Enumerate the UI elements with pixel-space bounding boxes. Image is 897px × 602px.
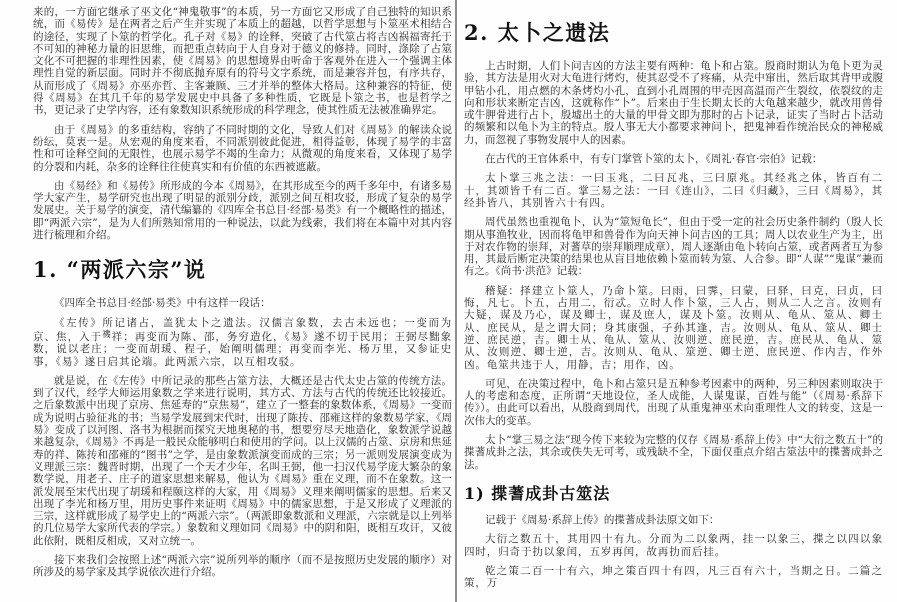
siku-quote-after: 祥；再变而为陈、邵，务穷造化，《易》遂不切于民用；王弼尽黜象数，说以老庄；一变而胡瑗、程子，始阐明儒理；再变而李光、杨万里，又参证史事，《易》遂日启其论端。此两派六宗，以互相攻驳。 [33,330,452,368]
paragraph-explanation: 就是说，在《左传》中所记录的那些占筮方法，大概还是古代太史占筮的传统方法。到了汉代，经学大师运用象数之学来进行说明，其方式、方法与古代的传统还比较接近。之后象数派中出现了京房、焦延寿的“京焦易”，建立了一整套的象数体系，《周易》一变而成为说明占验征兆的书；当易学发展到宋代时，出现了陈抟、邵雍这样的象数易学家，《周易》变成了以河图、洛书为根据而探究天地奥秘的书，想要穷尽天地造化，象数派学说越来越复杂，《周易》不再是一般民众能够明白和使用的学问。以上汉儒的占筮、京房和焦延寿的祥、陈抟和邵雍的“图书”之学，是由象数派演变而成的三宗；另一派则发展演变成为义理派三宗：魏晋时期，出现了一个天才少年，名叫王弼，他一扫汉代易学庞大繁杂的象数学说，用老子、庄子的道家思想来解易，他认为《周易》重在义理，而不在象数。这一派发展至宋代出现了胡瑗和程颐这样的大家，用《周易》义理来阐明儒家的思想。后来又出现了李光和杨万里，用历史事件来证明《周易》中的儒家思想，于是又形成了义理派的三宗，这样就形成了易学史上的“两派六宗”。（两派即象数派和义理派，六宗就是以上列举的几位易学大家所代表的学宗。）象数和义理如同《周易》中的阴和阳，既相互攻讦，又彼此依附，既相反相成，又对立统一。 [33,374,452,547]
siku-quote-before: 《左传》所记诸占，盖犹太卜之遗法。汉儒言象数，去古未远也；一变而为京、焦，入于 [33,316,452,343]
zhouli-quote-block: 太卜掌三兆之法：一曰玉兆，二曰瓦兆，三曰原兆。其经兆之体，皆百有二十，其颂皆千有二百。掌三易之法：一曰《连山》，二曰《归藏》，三曰《周易》，其经卦皆八，其别皆六十有四。 [464,172,883,209]
hongfan-quote-block: 稽疑：择建立卜筮人，乃命卜筮。曰雨，曰霁，曰蒙，曰驿，曰克，曰贞，曰悔，凡七。卜五，占用二，衍忒。立时人作卜筮，三人占，则从二人之言。汝则有大疑，谋及乃心，谋及卿士，谋及庶人，谋及卜筮。汝则从、龟从、筮从、卿士从、庶民从，是之谓大同；身其康强，子孙其逢，吉。汝则从、龟从、筮从、卿士逆、庶民逆，吉。卿士从、龟从、筮从、汝则逆、庶民逆，吉。庶民从、龟从、筮从、汝则逆、卿士逆，吉。汝则从、龟从、筮逆、卿士逆、庶民逆、作内吉，作外凶。龟筮共违于人，用静，吉；用作，凶。 [464,284,883,371]
siku-quote-block [33,317,452,368]
section-1-heading: 1. “两派六宗”说 [33,257,207,283]
page-gutter-divider [455,0,457,602]
paragraph-multiplicity: 由于《周易》的多重结构，容纳了不同时期的文化，导致人们对《周易》的解读众说纷纭，莫衷一是。从宏观的角度来看，不同派别彼此促进，相得益彰，体现了易学的丰富性和可诠释空间的无限性，也展示易学不竭的生命力；从微观的角度来看，又体现了易学的分裂和内耗，杂多的诠释往往使真实和有价值的东西被遮蔽。 [33,123,452,173]
paragraph-zhoudai: 周代虽然也重视龟卜，认为“筮短龟长”，但由于受一定的社会历史条件制约（殷人长期从事渔牧业，因而将龟甲和兽骨作为向天神卜问吉凶的工具；周人以农业生产为主，出于对农作物的崇拜，对蓍草的崇拜顺理成章），周人逐渐由龟卜转向占筮，或者两者互为参用，其最后断定决策的结果也从盲目地依赖卜筮而转为筮、人合参。即“人谋”“鬼谋”兼而有之。《尚书·洪范》记载： [464,216,883,278]
paragraph-shanggu: 上古时期，人们卜问吉凶的方法主要有两种：龟卜和占筮。殷商时期认为龟卜更为灵验，其方法是用火对大龟进行烤灼，使其忍受不了疼痛，从壳中窜出，然后取其背甲或腹甲钻小孔，用点燃的木条烤灼小孔，直到小孔周围的甲壳因高温而产生裂纹，依裂纹的走向和形状来断定吉凶，这就称作“卜”。后来由于生长期太长的大龟越来越少，就改用兽骨或牛胛骨进行占卜，殷墟出土的大量的甲骨文即为那时的占卜记录，证实了当时占卜活动的频繁和以龟卜为主的特点。殷人事无大小都要求神问卜，把鬼神看作统治民众的神秘威力，而忽视了事物发展中人的因素。 [464,60,883,146]
paragraph-wangguan: 在古代的王官体系中，有专门掌管卜筮的太卜，《周礼·春官·宗伯》记载： [485,153,823,166]
paragraph-kejian: 可见，在决策过程中，龟卜和占筮只是五种参考因素中的两种，另三种因素则取决于人的考虑和态度，正所谓“天地设位，圣人成能，人谋鬼谋，百姓与能”（《周易·系辞下传》）。由此可以看出，从殷商到周代，出现了从重鬼神巫术向重理性人文的转变，这是一次伟大的变革。 [464,377,883,427]
siku-quote-raised-char: 禨 [102,329,112,340]
qiance-quote-line: 乾之策二百一十有六，坤之策百四十有四，凡三百有六十，当期之日。二篇之策，万 [464,564,883,590]
paragraph-history: 由《易经》和《易传》所形成的今本《周易》，在其形成至今的两千多年中，有诸多易学大家产生，易学研究也出现了明显的派别分歧，派别之间互相攻驳，形成了复杂的易学发展史。关于易学的演变，清代编纂的《四库全书总目·经部·易类》有一个概略性的描述，即“两派六宗”，是为人们所熟知常用的一种说法，以此为线索，我们将在本篇中对其内容进行梳理和介绍。 [33,179,452,242]
right-page-column [464,0,883,596]
paragraph-taibu: 太卜“掌三易之法”现今传下来较为完整的仅存《周易·系辞上传》中“大衍之数五十”的揲蓍成卦之法，其余或佚失无可考，或残缺不全，下面仅重点介绍古筮法中的揲蓍成卦之法。 [464,434,883,471]
left-page-column [33,6,452,586]
dayan-quote-block: 大衍之数五十，其用四十有九。分而为二以象两，挂一以象三，揲之以四以象四时，归奇于扐以象闰，五岁再闰，故再扐而后挂。 [464,533,883,558]
paragraph-siku-intro: 《四库全书总目·经部·易类》中有这样一段话： [54,297,271,310]
paragraph-order: 接下来我们会按照上述“两派六宗”说所列举的顺序（而不是按照历史发展的顺序）对所涉及的易学家及其学说依次进行介绍。 [33,553,452,579]
section-2-heading: 2. 太卜之遗法 [464,20,611,45]
subsection-1-heading: 1) 揲蓍成卦古筮法 [464,483,611,503]
paragraph-continuation: 来的，一方面它继承了巫文化“神鬼敬事”的本质，另一方面它又形成了自己独特的知识系统，而《易传》是在两者之后产生并实现了本质上的超越，以哲学思想与卜筮巫术相结合的途径，实现了卜筮的哲学化。孔子对《易》的诠释，突破了古代筮占将吉凶祸福寄托于不可知的神秘力量的旧思维，而把重点转向于人自身对于德义的修持。同时，涤除了占筮文化不可把握的非理性因素，使《周易》的思想境界由听命于客观外在进入一个强调主体理性自觉的新层面。同时并不彻底抛弃原有的符号文字系统，而是兼容并包，有序共存，从而形成了《周易》亦巫亦哲、主客兼顾、三才并举的整体大格局。这种兼容的特征，使得《周易》在其几千年的易学发展史中具备了多种性质，它既是卜筮之书，也是哲学之书，更记录了史学内容，还有象数知识系统形成的科学理念，使其性质无法被准确界定。 [33,6,452,117]
paragraph-jizai: 记载于《周易·系辞上传》的揲蓍成卦法原文如下： [485,513,720,526]
